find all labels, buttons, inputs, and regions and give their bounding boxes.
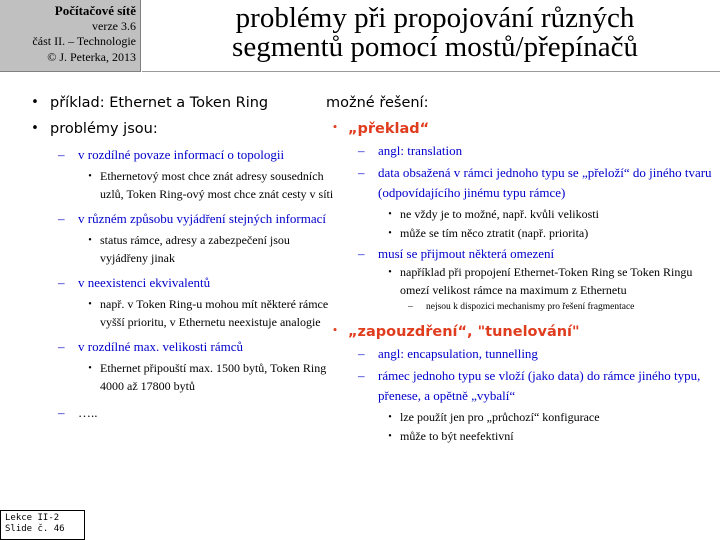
encapsulation-note-1 — [380, 409, 714, 427]
title-line-1: problémy při propojování různých — [235, 2, 635, 34]
lecture-label: Lekce II-2 — [5, 513, 60, 523]
encapsulation-frame — [358, 366, 714, 406]
translation-angl-text: angl: translation — [378, 143, 463, 158]
translation-note-2 — [380, 225, 714, 243]
problem-frame-size-detail-text: Ethernet připouští max. 1500 bytů, Token Ring 4000 až 17800 bytů — [100, 361, 327, 393]
dash-icon: – — [408, 302, 413, 312]
encapsulation-note-2 — [380, 428, 714, 446]
bullet-icon: • — [88, 171, 92, 182]
translation-note-1-text: ne vždy je to možné, např. kvůli velikosti — [400, 207, 599, 221]
dash-icon: – — [58, 211, 65, 226]
translation-note-1 — [380, 206, 714, 224]
copyright-label: © J. Peterka, 2013 — [47, 49, 136, 64]
translation-angl — [358, 141, 714, 161]
dash-icon: – — [358, 165, 365, 180]
encapsulation-angl-text: angl: encapsulation, tunnelling — [378, 345, 538, 361]
slide-label: Slide č. 46 — [5, 524, 65, 534]
encapsulation-title: „zapouzdření“, "tunelování" — [348, 323, 580, 340]
translation-mechanism — [408, 302, 714, 314]
part-label: část II. – Technologie — [32, 34, 136, 48]
encapsulation-list — [358, 344, 714, 446]
problem-frame-size — [58, 337, 340, 357]
bullet-icon: • — [88, 299, 92, 310]
encapsulation-frame-text: rámec jednoho typu se vloží (jako data) do rámce jiného typu, přenese, a opětně „vybalí“ — [378, 367, 701, 403]
ellipsis-text: ….. — [78, 405, 98, 420]
encapsulation-note-2-text: může to být neefektivní — [400, 429, 514, 443]
solution-heading: možné řešení: — [326, 95, 429, 111]
solution-encapsulation — [322, 322, 714, 342]
bullet-example-text: příklad: Ethernet a Token Ring — [50, 95, 269, 111]
title-line-2: segmentů pomocí mostů/přepínačů — [232, 31, 638, 63]
dash-icon: – — [58, 339, 65, 354]
dash-icon: – — [358, 143, 365, 158]
bullet-icon: • — [332, 321, 338, 337]
problem-equivalents-detail-text: např. v Token Ring-u mohou mít některé rámce vyšší prioritu, v Ethernetu neexistuje analogie — [100, 297, 329, 329]
problem-equivalents — [58, 273, 340, 293]
problem-frame-size-detail — [80, 360, 340, 395]
bullet-icon: • — [332, 119, 338, 134]
bullet-icon: • — [388, 411, 392, 423]
problem-topology-text: v rozdílné povaze informací o topologii — [78, 147, 285, 162]
bullet-icon: • — [388, 209, 392, 220]
problem-representation-text: v různém způsobu vyjádření stejných informací — [78, 211, 327, 226]
bullet-icon: • — [31, 121, 39, 136]
problem-topology-detail-text: Ethernetový most chce znát adresy sousedních uzlů, Token Ring-ový most chce znát cesty v síti — [100, 169, 334, 201]
translation-list — [358, 141, 714, 314]
slide-title — [150, 4, 720, 62]
problem-topology-detail — [80, 168, 340, 203]
title-divider — [142, 71, 720, 72]
problem-representation-detail-text: status rámce, adresy a zabezpečení jsou vyjádřeny jinak — [100, 233, 290, 265]
course-info-box — [0, 0, 141, 72]
bullet-icon: • — [88, 363, 92, 374]
right-column — [322, 93, 714, 446]
bullet-example — [22, 93, 340, 113]
translation-example — [380, 264, 714, 299]
encapsulation-note-1-text: lze použít jen pro „průchozí“ konfigurace — [400, 409, 600, 424]
translation-mechanism-text: nejsou k dispozici mechanismy pro řešení fragmentace — [426, 302, 635, 312]
slide-number-box — [0, 510, 85, 540]
course-name: Počítačové sítě — [54, 3, 136, 18]
encapsulation-angl — [358, 344, 714, 364]
bullet-icon: • — [388, 431, 392, 442]
left-column — [22, 93, 340, 423]
version-label: verze 3.6 — [92, 18, 136, 33]
problem-list — [58, 145, 340, 423]
problem-equivalents-detail — [80, 296, 340, 331]
translation-data — [358, 163, 714, 203]
translation-data-text: data obsažená v rámci jednoho typu se „přeloží“ do jiného tvaru (odpovídajícího jinému typu rámce) — [378, 165, 712, 200]
bullet-icon: • — [88, 235, 92, 246]
translation-title: „překlad“ — [348, 121, 430, 137]
translation-must — [358, 244, 714, 264]
dash-icon: – — [58, 275, 65, 290]
bullet-icon: • — [388, 267, 392, 278]
translation-must-text: musí se přijmout některá omezení — [378, 246, 555, 261]
problem-representation — [58, 209, 340, 229]
bullet-problems — [22, 119, 340, 139]
problem-equivalents-text: v neexistenci ekvivalentů — [78, 275, 211, 290]
problem-topology — [58, 145, 340, 165]
translation-note-2-text: může se tím něco ztratit (např. priorita) — [400, 225, 589, 240]
bullet-icon: • — [388, 227, 392, 239]
bullet-problems-text: problémy jsou: — [50, 121, 158, 137]
dash-icon: – — [358, 367, 365, 383]
dash-icon: – — [358, 246, 365, 261]
bullet-icon: • — [31, 95, 39, 110]
problem-frame-size-text: v rozdílné max. velikosti rámců — [78, 339, 243, 354]
dash-icon: – — [358, 345, 365, 361]
solution-translation — [322, 119, 714, 139]
translation-example-text: například při propojení Ethernet-Token Ring se Token Ringu omezí velikost rámce na maximum z Ethernetu — [400, 265, 693, 297]
dash-icon: – — [58, 147, 65, 162]
dash-icon: – — [58, 405, 65, 420]
problem-ellipsis — [58, 403, 340, 423]
problem-representation-detail — [80, 232, 340, 267]
